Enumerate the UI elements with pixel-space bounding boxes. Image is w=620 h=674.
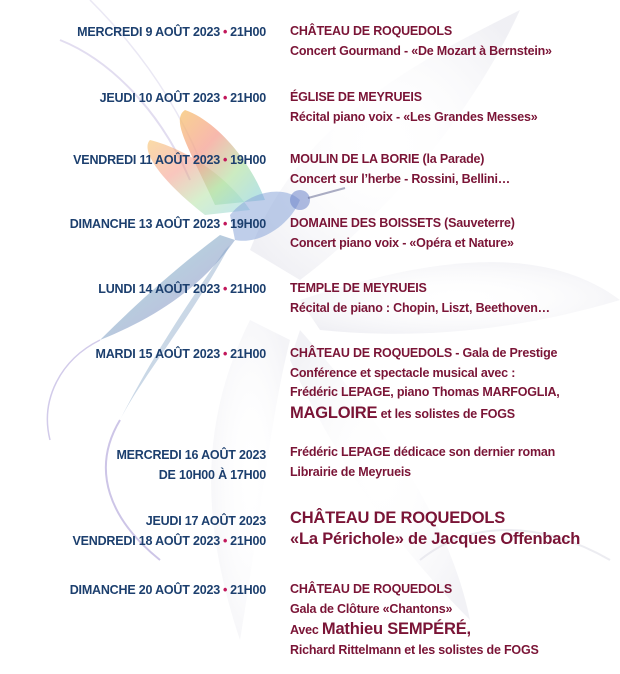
event-description: Gala de Clôture «Chantons»: [290, 601, 453, 616]
venue: CHÂTEAU DE ROQUEDOLS: [290, 582, 452, 596]
event-details: [290, 344, 608, 424]
event-details: [290, 22, 608, 61]
venue: DOMAINE DES BOISSETS (Sauveterre): [290, 216, 515, 230]
separator-dot: •: [222, 282, 228, 296]
separator-dot: •: [222, 25, 228, 39]
date-text: LUNDI 14 AOÛT 2023: [98, 282, 220, 296]
event-description: «La Périchole» de Jacques Offenbach: [290, 530, 581, 548]
time-text: DE 10H00 À 17H00: [158, 467, 266, 482]
separator-dot: •: [222, 533, 228, 548]
separator-dot: •: [222, 583, 228, 597]
event-description: Concert sur l’herbe - Rossini, Bellini…: [290, 171, 511, 186]
event-details: [290, 88, 608, 127]
time-text: 21H00: [230, 91, 266, 105]
event-description: MAGLOIRE et les solistes de FOGS: [290, 403, 515, 422]
event-description: Frédéric LEPAGE, piano Thomas MARFOGLIA,: [290, 385, 560, 399]
venue: CHÂTEAU DE ROQUEDOLS: [290, 24, 452, 38]
event-date: [96, 347, 266, 361]
date-text: MERCREDI 16 AOÛT 2023: [116, 448, 266, 462]
event-description: Frédéric LEPAGE dédicace son dernier roman: [290, 445, 556, 459]
artist-name: Mathieu SEMPÉRÉ,: [321, 620, 471, 638]
date-text: JEUDI 10 AOÛT 2023: [99, 91, 220, 105]
event-description: Concert piano voix - «Opéra et Nature»: [290, 235, 514, 250]
event-date: [72, 512, 266, 551]
event-details: [290, 214, 608, 253]
venue: MOULIN DE LA BORIE (la Parade): [290, 152, 485, 166]
event-description: Conférence et spectacle musical avec :: [290, 365, 516, 380]
date-text: JEUDI 17 AOÛT 2023: [145, 514, 266, 528]
separator-dot: •: [222, 217, 228, 231]
date-text: DIMANCHE 13 AOÛT 2023: [69, 217, 220, 231]
separator-dot: •: [222, 91, 228, 105]
venue: Librairie de Meyrueis: [290, 464, 411, 479]
event-details: [290, 279, 608, 318]
event-description: Concert Gourmand - «De Mozart à Bernstein»: [290, 43, 552, 58]
event-details: [290, 150, 608, 189]
event-description: Richard Rittelmann et les solistes de FOGS: [290, 643, 539, 657]
time-text: 21H00: [230, 347, 266, 361]
date-text: MERCREDI 9 AOÛT 2023: [77, 25, 220, 39]
event-date: [98, 282, 266, 296]
event-details: [290, 443, 608, 482]
separator-dot: •: [222, 153, 228, 167]
event-description: Récital de piano : Chopin, Liszt, Beethoven…: [290, 300, 550, 315]
separator-dot: •: [222, 347, 228, 361]
venue: TEMPLE DE MEYRUEIS: [290, 281, 427, 295]
event-details: [290, 580, 608, 661]
event-date: [73, 153, 266, 167]
time-text: 19H00: [230, 153, 266, 167]
event-description: Récital piano voix - «Les Grandes Messes»: [290, 109, 538, 124]
time-text: 19H00: [230, 217, 266, 231]
event-description: Avec Mathieu SEMPÉRÉ,: [290, 620, 471, 638]
time-text: 21H00: [230, 25, 266, 39]
date-text: DIMANCHE 20 AOÛT 2023: [69, 583, 220, 597]
event-date: [100, 91, 266, 105]
venue: ÉGLISE DE MEYRUEIS: [290, 90, 422, 104]
venue: CHÂTEAU DE ROQUEDOLS - Gala de Prestige: [290, 346, 558, 360]
event-date: [116, 446, 266, 485]
event-date: [70, 583, 266, 597]
event-date: [77, 25, 266, 39]
event-date: [70, 217, 266, 231]
venue: CHÂTEAU DE ROQUEDOLS: [290, 509, 506, 527]
date-text: VENDREDI 18 AOÛT 2023 • 21H00: [72, 533, 266, 548]
date-text: VENDREDI 11 AOÛT 2023: [73, 153, 220, 167]
date-text: MARDI 15 AOÛT 2023: [95, 347, 220, 361]
time-text: 21H00: [230, 583, 266, 597]
time-text: 21H00: [230, 282, 266, 296]
event-details: [290, 508, 608, 550]
artist-name: MAGLOIRE: [290, 403, 378, 422]
